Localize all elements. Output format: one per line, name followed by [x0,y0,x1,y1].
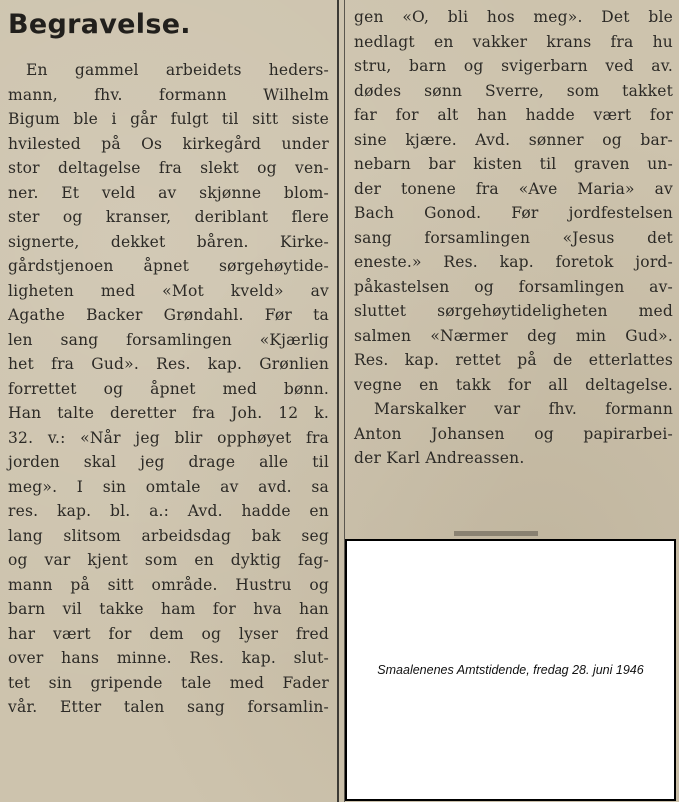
text-line: meg». I sin omtale av avd. sa [8,477,329,496]
text-line: tet sin gripende tale med Fader [8,673,329,692]
text-line: eneste.» Res. kap. foretok jord- [354,253,673,271]
article-headline: Begravelse. [8,9,191,40]
text-line: het fra Gud». Res. kap. Grønlien [8,355,329,373]
text-line: salmen «Nærmer deg min Gud». [354,326,673,345]
text-line: dødes sønn Sverre, som takket [354,81,673,100]
text-line: stor deltagelse fra slekt og ven- [8,159,329,177]
text-line: Han talte deretter fra Joh. 12 k. [8,404,329,422]
text-line: sluttet sørgehøytideligheten med [354,302,673,320]
text-line: gen «O, bli hos meg». Det ble [354,8,673,26]
text-line: Bach Gonod. Før jordfestelsen [354,204,673,222]
text-line: påkastelsen og forsamlingen av- [354,277,673,296]
text-line: ner. Et veld av skjønne blom- [8,183,329,202]
text-line: ligheten med «Mot kveld» av [8,281,329,300]
text-line: sang forsamlingen «Jesus det [354,228,673,247]
source-caption: Smaalenenes Amtstidende, fredag 28. juni 1946 [377,663,644,677]
text-line: Agathe Backer Grøndahl. Før ta [8,306,329,324]
article-column-right [350,0,677,535]
column-divider [337,0,339,802]
article-text-left [2,58,333,720]
text-line: nedlagt en vakker krans fra hu [354,32,673,51]
text-line: jorden skal jeg drage alle til [8,453,329,471]
text-line: mann, fhv. formann Wilhelm [8,85,329,104]
text-line: Marskalker var fhv. formann [374,400,673,418]
text-line: lang slitsom arbeidsdag bak seg [8,526,329,545]
text-line: gårdstjenoen åpnet sørgehøytide- [8,257,329,275]
article-column-left [2,0,333,802]
text-line: over hans minne. Res. kap. slut- [8,649,329,667]
text-line: signerte, dekket båren. Kirke- [8,232,329,251]
ink-smudge [454,531,538,536]
text-line: hvilested på Os kirkegård under [8,134,329,153]
text-line: vår. Etter talen sang forsamlin- [8,698,329,716]
text-line: mann på sitt område. Hustru og [8,575,329,594]
text-line: der Karl Andreassen. [354,449,525,467]
text-line: har vært for dem og lyser fred [8,624,329,643]
text-line: sine kjære. Avd. sønner og bar- [354,130,673,149]
text-line: Bigum ble i går fulgt til sitt siste [8,110,329,128]
text-line: Anton Johansen og papirarbei- [354,424,673,443]
text-line: barn vil takke ham for hva han [8,600,329,618]
text-line: nebarn bar kisten til graven un- [354,155,673,173]
text-line: forrettet og åpnet med bønn. [8,379,329,398]
article-text-right [350,5,677,471]
text-line: 32. v.: «Når jeg blir opphøyet fra [8,428,329,447]
text-line: res. kap. bl. a.: Avd. hadde en [8,502,329,520]
text-line: der tonene fra «Ave Maria» av [354,179,673,198]
text-line: En gammel arbeidets heders- [26,61,329,79]
text-line: og var kjent som en dyktig fag- [8,551,329,569]
text-line: Res. kap. rettet på de etterlattes [354,351,673,369]
text-line: len sang forsamlingen «Kjærlig [8,330,329,349]
text-line: far for alt han hadde vært for [354,106,673,124]
source-caption-box [345,539,676,801]
text-line: vegne en takk for all deltagelse. [354,375,673,394]
text-line: stru, barn og svigerbarn ved av. [354,57,673,75]
text-line: ster og kranser, deriblant flere [8,208,329,226]
